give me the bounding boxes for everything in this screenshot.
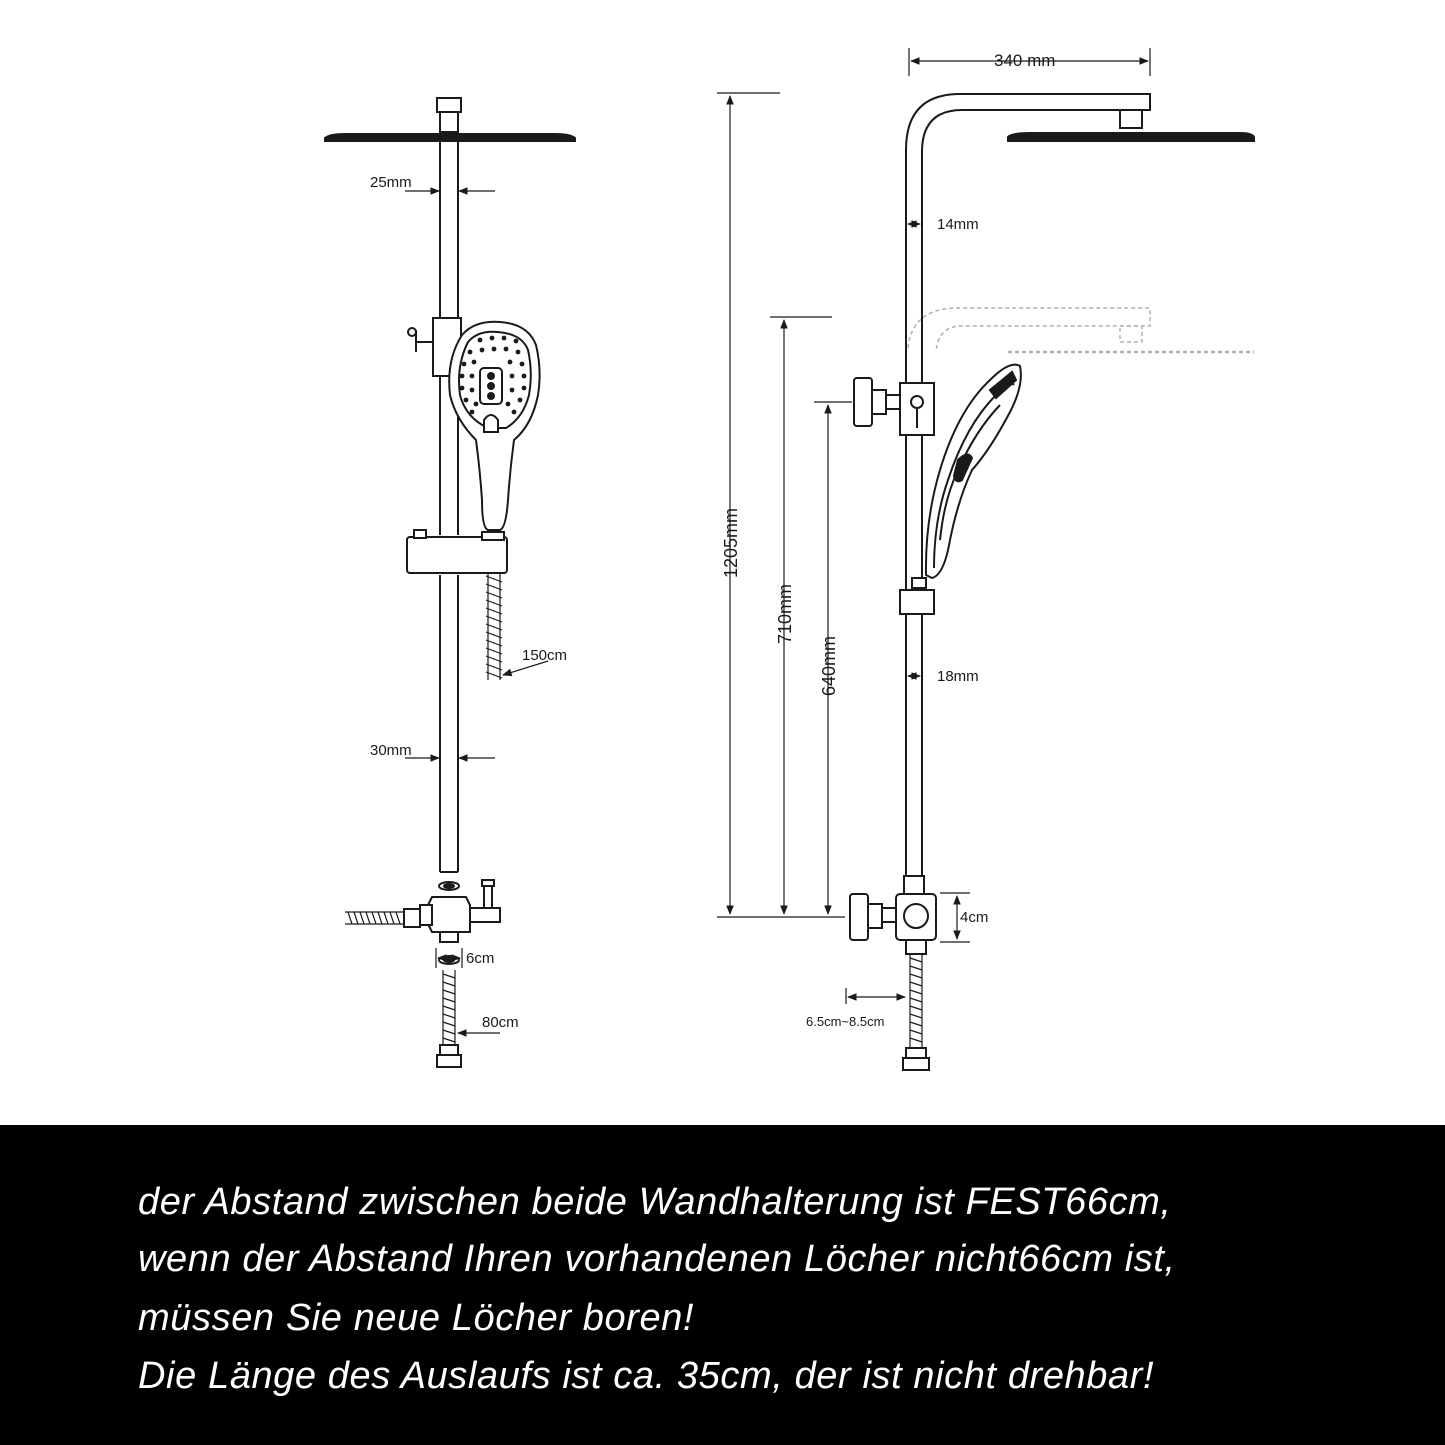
front-hose	[486, 573, 502, 680]
dim-label-inlet-hose: 80cm	[482, 1014, 519, 1031]
dim-label-lower-pipe: 18mm	[937, 668, 979, 685]
dim-label-bracket-height: 640mm	[819, 635, 839, 696]
dim-label-diverter: 6cm	[466, 950, 495, 967]
dim-label-wall-offset: 6.5cm~8.5cm	[806, 1014, 885, 1029]
side-slider	[900, 590, 934, 614]
dim-label-total-height: 1205mm	[721, 507, 741, 578]
front-inlet-hose	[437, 970, 461, 1067]
front-view	[325, 98, 575, 1067]
caption-band	[0, 1125, 1445, 1445]
side-inlet-hose	[903, 954, 929, 1070]
front-hand-shower	[449, 322, 539, 538]
dim-label-slide-pipe: 30mm	[370, 742, 412, 759]
dim-label-hose: 150cm	[522, 647, 568, 664]
dim-label-upper-pipe: 14mm	[937, 216, 979, 233]
front-rain-head	[325, 98, 575, 141]
side-dimension-labels	[721, 51, 1055, 1029]
dim-label-arm-length: 340 mm	[994, 51, 1056, 70]
side-alternate-arm	[908, 308, 1254, 352]
caption-line-4: Die Länge des Auslaufs ist ca. 35cm, der ist nicht drehbar!	[138, 1355, 1155, 1397]
front-side-hose	[345, 909, 420, 927]
side-middle-pipe	[906, 435, 922, 590]
side-diverter-block	[854, 378, 934, 435]
dim-label-rain-pipe: 25mm	[370, 174, 412, 191]
side-lower-pipe	[904, 614, 924, 894]
front-main-rail	[440, 141, 458, 872]
dim-label-mixer: 4cm	[960, 909, 989, 926]
dim-label-mid-height: 710mm	[775, 583, 795, 644]
caption-line-3: müssen Sie neue Löcher boren!	[138, 1297, 695, 1339]
side-upper-arm	[906, 94, 1254, 383]
front-slider-holder	[407, 530, 507, 573]
caption-line-2: wenn der Abstand Ihren vorhandenen Löcher nicht66cm ist,	[138, 1238, 1176, 1280]
side-mixer-block	[850, 894, 936, 954]
caption-line-1: der Abstand zwischen beide Wandhalterung ist FEST66cm,	[138, 1181, 1172, 1223]
